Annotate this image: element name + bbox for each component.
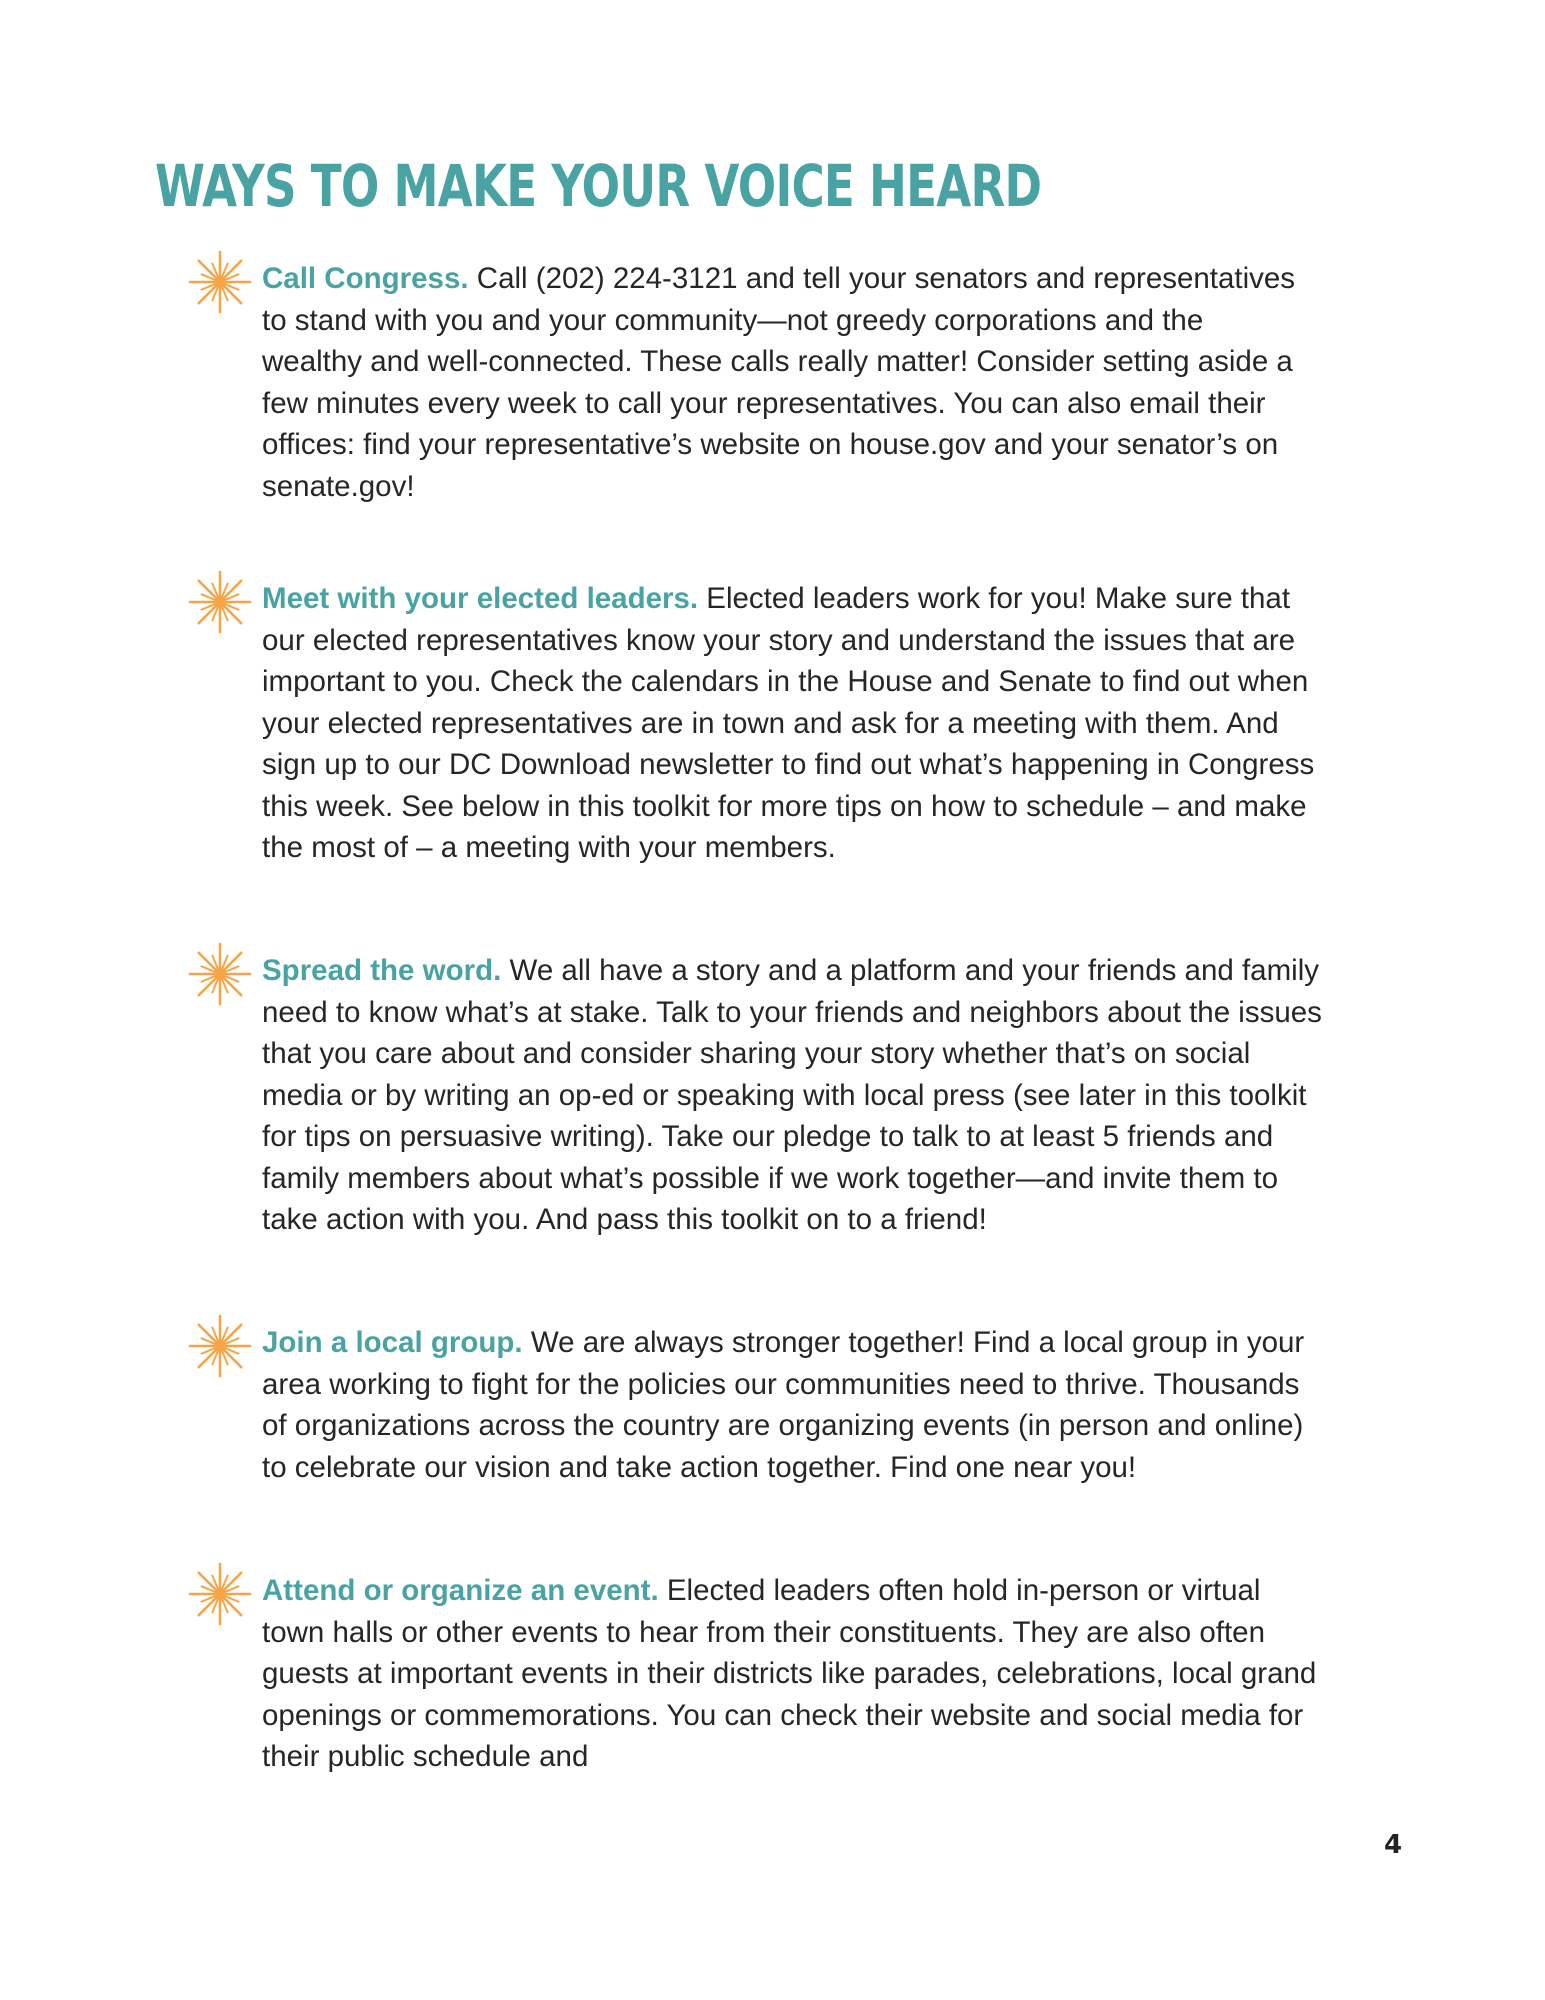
page-number: 4 bbox=[1384, 1830, 1403, 1860]
page-title: WAYS TO MAKE YOUR VOICE HEARD bbox=[155, 152, 1042, 220]
list-item-body-continued: wealthy and well-connected. These calls really matter! Consider setting aside a few minutes every week to call your representatives. You can also email their offices: find your representative’s website on house.gov and your senator’s on senate.gov! bbox=[262, 345, 1293, 503]
list-item-body: Elected leaders often hold in-person or virtual town halls or other events to hear from their constituents. They are also often guests at important events in their districts like parades, celebrations, local grand openings or commemorations. You can check their website and social media for their public schedule and bbox=[262, 1574, 1317, 1773]
list-item-body: We are always stronger together! Find a local group in your area working to fight for the policies our communities need to thrive. Thousands of organizations across the country are organizing events (in person and online) to celebrate our vision and take action together. Find one near you! bbox=[262, 1326, 1305, 1484]
list-item-lead: Meet with your elected leaders. bbox=[262, 582, 699, 615]
list-item-text bbox=[262, 578, 1322, 869]
list-item-text bbox=[262, 258, 1322, 507]
list-item-body: We all have a story and a platform and your friends and family need to know what’s at stake. Talk to your friends and neighbors about the issues that you care about and consider sharing your story whether that’s on social media or by writing an op-ed or speaking with local press (see later in this toolkit for tips on persuasive writing). Take our pledge to talk to at least 5 friends and family members about what’s possible if we work together—and invite them to take action with you. And pass this toolkit on to a friend! bbox=[262, 954, 1322, 1236]
list-item-text bbox=[262, 1322, 1322, 1488]
list-item-lead: Join a local group. bbox=[262, 1326, 523, 1359]
list-item-lead: Call Congress. bbox=[262, 262, 469, 295]
starburst-icon bbox=[186, 1312, 254, 1380]
starburst-icon bbox=[186, 568, 254, 636]
list-item-text bbox=[262, 950, 1322, 1241]
list-item-lead: Attend or organize an event. bbox=[262, 1574, 659, 1607]
list-item-body: Elected leaders work for you! Make sure that our elected representatives know your story and understand the issues that are important to you. Check the calendars in the House and Senate to find out when your elected representatives are in town and ask for a meeting with them. And sign up to our DC Download newsletter to find out what’s happening in Congress this week. See below in this toolkit for more tips on how to schedule – and make the most of – a meeting with your members. bbox=[262, 582, 1315, 864]
list-item-body: Call (202) 224-3121 and tell your senators and representatives to stand with you and your community—not greedy corporations and the bbox=[262, 262, 1296, 337]
starburst-icon bbox=[186, 248, 254, 316]
list-item-lead: Spread the word. bbox=[262, 954, 502, 987]
starburst-icon bbox=[186, 1560, 254, 1628]
list-item-text bbox=[262, 1570, 1322, 1778]
starburst-icon bbox=[186, 940, 254, 1008]
